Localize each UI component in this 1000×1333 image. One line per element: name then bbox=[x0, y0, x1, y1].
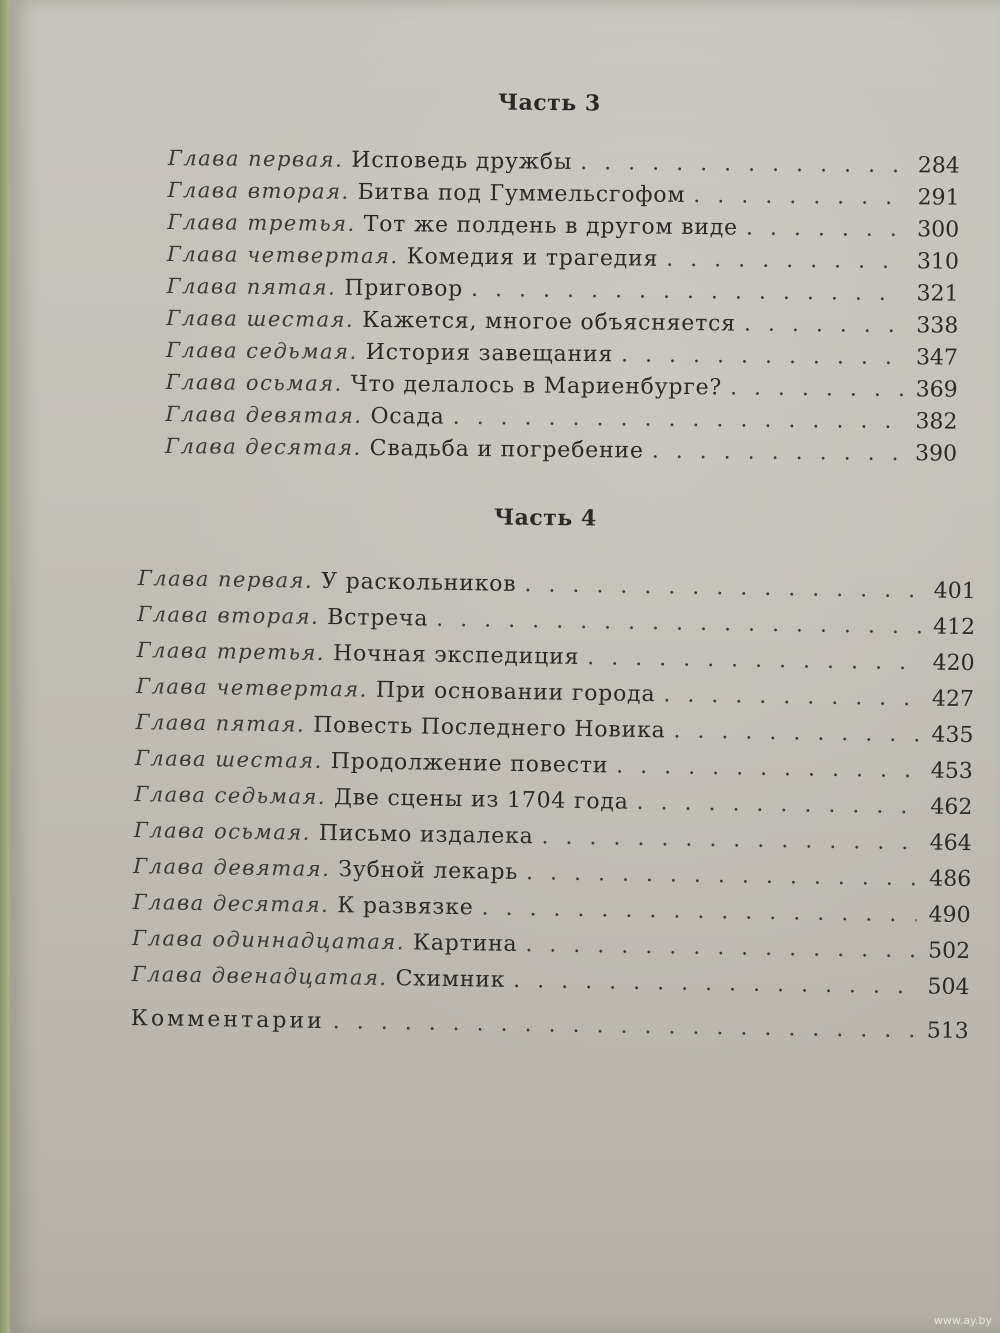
chapter-title: Осада bbox=[370, 403, 445, 430]
dot-leader bbox=[333, 1009, 915, 1043]
dot-leader bbox=[673, 718, 919, 747]
page-number: 464 bbox=[929, 830, 972, 857]
dot-leader bbox=[453, 405, 904, 434]
dot-leader bbox=[730, 375, 904, 402]
dot-leader bbox=[525, 932, 916, 963]
part-3-list bbox=[165, 146, 960, 474]
page-number: 412 bbox=[932, 614, 976, 641]
chapter-label: Глава осьмая. bbox=[165, 369, 343, 396]
chapter-title: Встреча bbox=[327, 604, 429, 632]
chapter-label: Глава пятая. bbox=[166, 273, 337, 300]
page-number: 347 bbox=[915, 345, 959, 371]
chapter-label: Глава седьмая. bbox=[165, 337, 358, 364]
chapter-title: Комедия и трагедия bbox=[406, 244, 659, 272]
chapter-label: Глава первая. bbox=[167, 146, 344, 172]
dot-leader bbox=[663, 682, 920, 711]
chapter-label: Глава двенадцатая. bbox=[131, 961, 388, 990]
chapter-label: Глава шестая. bbox=[166, 305, 355, 332]
dot-leader bbox=[693, 183, 905, 210]
book-page bbox=[10, 0, 1000, 1333]
page-number: 338 bbox=[916, 313, 959, 339]
page-number: 291 bbox=[917, 185, 960, 211]
part-4-list bbox=[130, 566, 975, 1061]
chapter-label: Глава вторая. bbox=[137, 601, 320, 629]
dot-leader bbox=[587, 645, 921, 675]
chapter-title: Кажется, многое объясняется bbox=[362, 307, 737, 337]
dot-leader bbox=[652, 439, 904, 466]
chapter-title: Свадьба и погребение bbox=[369, 435, 644, 464]
dot-leader bbox=[471, 277, 905, 306]
chapter-title: При основании города bbox=[375, 677, 656, 708]
chapter-label: Глава девятая. bbox=[165, 401, 363, 428]
page-number: 382 bbox=[915, 409, 958, 435]
chapter-title: Письмо издалека bbox=[318, 820, 534, 850]
chapter-title: Повесть Последнего Новика bbox=[312, 712, 666, 744]
dot-leader bbox=[746, 216, 906, 243]
chapter-label: Глава четвертая. bbox=[135, 673, 369, 702]
page-number: 321 bbox=[916, 281, 959, 307]
page-number: 486 bbox=[928, 866, 972, 893]
chapter-title: Продолжение повести bbox=[330, 749, 609, 779]
chapter-title: Две сцены из 1704 года bbox=[333, 785, 629, 815]
toc-row bbox=[165, 434, 957, 474]
dot-leader bbox=[666, 247, 905, 274]
dot-leader bbox=[513, 968, 916, 999]
chapter-label: Глава десятая. bbox=[132, 889, 330, 918]
chapter-title: Тот же полдень в другом виде bbox=[363, 211, 739, 241]
chapter-title: Что делалось в Мариенбурге? bbox=[350, 371, 723, 401]
dot-leader bbox=[580, 150, 906, 178]
chapter-label: Глава девятая. bbox=[133, 853, 331, 882]
chapter-title: К развязке bbox=[337, 893, 474, 921]
chapter-title: Приговор bbox=[344, 275, 464, 302]
chapter-label: Глава осьмая. bbox=[133, 817, 312, 845]
page-number: 427 bbox=[931, 686, 975, 713]
table-of-contents bbox=[10, 0, 1000, 1333]
chapter-title: У раскольников bbox=[321, 568, 517, 597]
dot-leader bbox=[526, 860, 917, 891]
chapter-label: Глава десятая. bbox=[165, 433, 362, 460]
chapter-title: Битва под Гуммельсгофом bbox=[357, 179, 686, 208]
dot-leader bbox=[744, 312, 905, 339]
chapter-label: Глава пятая. bbox=[135, 709, 306, 737]
page-number: 453 bbox=[930, 758, 974, 785]
chapter-title: Зубной лекарь bbox=[338, 857, 519, 886]
page-number: 369 bbox=[915, 377, 958, 403]
part-3-title: Часть 3 bbox=[497, 89, 601, 117]
dot-leader bbox=[636, 790, 918, 819]
page-number: 401 bbox=[933, 578, 976, 605]
page-number: 513 bbox=[926, 1018, 969, 1045]
page-number: 300 bbox=[917, 217, 960, 243]
page-number: 284 bbox=[917, 153, 960, 179]
chapter-label: Глава одиннадцатая. bbox=[131, 925, 406, 955]
chapter-label: Глава шестая. bbox=[134, 745, 323, 773]
comments-title: Комментарии bbox=[130, 1005, 325, 1034]
chapter-label: Глава первая. bbox=[137, 566, 314, 593]
part-4-title: Часть 4 bbox=[493, 504, 597, 532]
page-number: 310 bbox=[916, 249, 960, 275]
page-number: 490 bbox=[928, 902, 971, 929]
dot-leader bbox=[616, 754, 919, 784]
chapter-label: Глава вторая. bbox=[167, 177, 350, 204]
chapter-label: Глава третья. bbox=[136, 637, 326, 665]
page-number: 435 bbox=[931, 722, 974, 749]
dot-leader bbox=[524, 572, 922, 603]
page-number: 462 bbox=[930, 794, 973, 821]
page-number: 420 bbox=[932, 650, 975, 677]
page-number: 502 bbox=[927, 938, 971, 965]
page-number: 504 bbox=[927, 974, 970, 1001]
chapter-label: Глава третья. bbox=[167, 209, 356, 236]
watermark: www.ay.by bbox=[933, 1314, 992, 1327]
chapter-title: Схимник bbox=[395, 966, 506, 993]
chapter-label: Глава седьмая. bbox=[134, 781, 327, 809]
chapter-title: Исповедь дружбы bbox=[351, 147, 573, 175]
dot-leader bbox=[541, 824, 918, 855]
comments-row bbox=[130, 1006, 969, 1061]
chapter-label: Глава четвертая. bbox=[166, 241, 399, 269]
chapter-title: Ночная экспедиция bbox=[332, 641, 580, 670]
chapter-title: История завещания bbox=[365, 339, 614, 368]
dot-leader bbox=[621, 342, 904, 370]
chapter-title: Картина bbox=[412, 930, 518, 958]
page-number: 390 bbox=[914, 441, 958, 467]
